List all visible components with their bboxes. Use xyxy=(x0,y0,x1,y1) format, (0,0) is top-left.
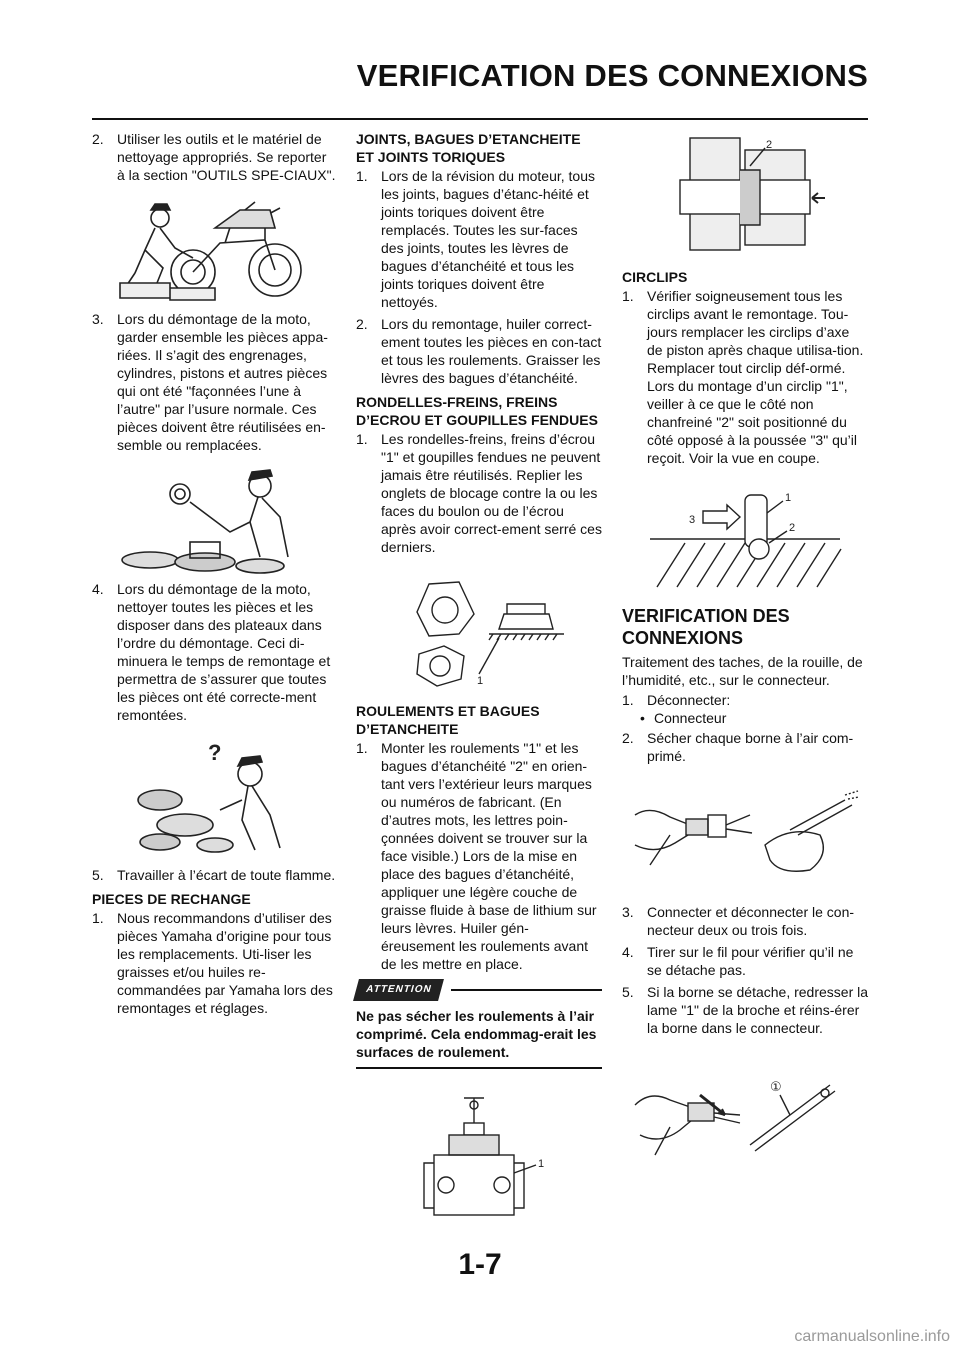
list-text: Déconnecter: xyxy=(647,692,731,708)
mechanic-motorcycle-illustration xyxy=(115,188,315,310)
circlip-section-figure xyxy=(645,487,845,591)
list-number: 3. xyxy=(622,904,634,920)
fig-pin-label: ① xyxy=(770,1080,782,1095)
column-2 xyxy=(356,130,602,1233)
fig-circlip-label-3: 3 xyxy=(689,514,696,526)
list-number: 1. xyxy=(622,288,634,304)
list-text: Utiliser les outils et le matériel de nettoyage appropriés. Se reporter à la section "OUTILS SPE-CIAUX". xyxy=(117,131,336,183)
heading-joints: JOINTS, BAGUES D’ETANCHEITE ET JOINTS TORIQUES xyxy=(356,131,581,165)
list-text: Lors de la révision du moteur, tous les joints, bagues d’étanc-héité et joints toriques doivent être remplacés. Toutes les sur-faces des joints, toutes les lèvres de bagues d’étanchéité et tous les joints toriques doivent être nettoyés. xyxy=(381,168,596,310)
list-item xyxy=(622,983,868,1037)
list-item xyxy=(92,866,338,884)
list-text: Vérifier soigneusement tous les circlips avant le remontage. Tou-jours remplacer les circlips d’axe de piston après chaque utilisa-tion. Remplacer tout circlip déf-ormé. Lors du montage d’un circlip "1", veiller à ce que le côté non chanfreiné "2" soit positionné du côté opposé à la poussée "3" qu’il reçoit. Voir la vue en coupe. xyxy=(647,288,864,466)
list-number: 1. xyxy=(92,910,104,926)
list-text: Tirer sur le fil pour vérifier qu’il ne se détache pas. xyxy=(647,944,854,978)
list-item xyxy=(356,739,602,973)
page-number: 1-7 xyxy=(458,1248,502,1281)
attention-box xyxy=(356,979,602,1069)
list-number: 1. xyxy=(356,740,368,756)
list-text: Lors du démontage de la moto, garder ensemble les pièces appa-riées. Il s’agit des engrenages, cylindres, pistons et autres pièces qui ont été "façonnées l’une à l’autre" par l’usure normale. Ces pièces doivent être réutilisées en-semble ou remplacées. xyxy=(117,311,328,453)
list-number: 2. xyxy=(356,316,368,332)
mechanic-parts-illustration xyxy=(110,462,320,580)
list-number: 1. xyxy=(622,692,634,708)
list-number: 4. xyxy=(622,944,634,960)
list-number: 1. xyxy=(356,168,368,184)
header-rule xyxy=(92,118,868,120)
attention-text: Ne pas sécher les roulements à l’air comprimé. Cela endommag-erait les surfaces de roulement. xyxy=(356,1001,602,1069)
page-title: VERIFICATION DES CONNEXIONS xyxy=(356,58,868,93)
bullet-text: Connecteur xyxy=(654,710,727,726)
list-item xyxy=(356,430,602,556)
list-item xyxy=(622,691,868,709)
list-text: Les rondelles-freins, freins d’écrou "1" et goupilles fendues ne peuvent jamais être réutilisés. Replier les onglets de blocage contre la ou les faces du boulon ou de l’écrou après avoir correct-ement serré ces derniers. xyxy=(381,431,602,555)
bullet-symbol: • xyxy=(640,710,645,726)
bullet-item xyxy=(622,709,868,727)
heading-rondelles: RONDELLES-FREINS, FREINS D’ECROU ET GOUPILLES FENDUES xyxy=(356,394,598,428)
list-number: 1. xyxy=(356,431,368,447)
attention-header xyxy=(356,979,602,1001)
fig-circlip-label-2: 2 xyxy=(789,522,796,534)
column-1 xyxy=(92,130,338,1021)
watermark: carmanualsonline.info xyxy=(794,1328,950,1345)
list-number: 4. xyxy=(92,581,104,597)
heading-pieces-rechange: PIECES DE RECHANGE xyxy=(92,891,251,907)
heading-roulements: ROULEMENTS ET BAGUES D’ETANCHEITE xyxy=(356,703,540,737)
list-number: 2. xyxy=(622,730,634,746)
list-item xyxy=(92,130,338,184)
attention-badge: ATTENTION xyxy=(353,979,444,1001)
list-text: Monter les roulements "1" et les bagues d’étanchéité "2" en orien-tant vers l’extérieur leurs marques ou numéros de fabricant. (En d’autres mots, les lettres poin-çonnées doivent se trouver sur la face visible.) Lors de la mise en place des bagues d’étanchéité, appliquer une légère couche de graisse fluide à base de lithium sur leurs lèvres. Huiler gén-éreusement les roulements avant de les mettre en place. xyxy=(381,740,597,972)
list-item xyxy=(92,909,338,1017)
list-number: 2. xyxy=(92,131,104,147)
connector-pin-figure xyxy=(630,1065,860,1161)
fig-bearing-label: 1 xyxy=(538,1158,545,1170)
connector-drying-figure xyxy=(630,785,860,885)
list-item xyxy=(356,167,602,311)
list-text: Si la borne se détache, redresser la lame "1" de la broche et réins-érer la borne dans le connecteur. xyxy=(647,984,869,1036)
list-item xyxy=(92,580,338,724)
list-item xyxy=(622,903,868,939)
fig-seal-label: 2 xyxy=(766,139,773,151)
bearing-press-figure xyxy=(404,1093,554,1233)
list-text: Lors du démontage de la moto, nettoyer toutes les pièces et les disposer dans des plateaux dans l’ordre du démontage. Ceci di-minuera le temps de remontage et permettra de s’assurer que toutes les pièces ont été correcte-ment remontées. xyxy=(117,581,331,723)
fig-circlip-label-1: 1 xyxy=(785,492,792,504)
list-text: Connecter et déconnecter le con-necteur deux ou trois fois. xyxy=(647,904,855,938)
confused-mechanic-illustration xyxy=(130,740,300,858)
list-number: 3. xyxy=(92,311,104,327)
list-item xyxy=(622,729,868,765)
list-number: 5. xyxy=(92,867,104,883)
oil-seal-figure xyxy=(650,130,840,262)
column-3 xyxy=(622,130,868,1161)
svg-text:?: ? xyxy=(208,740,222,765)
attention-rule xyxy=(451,989,602,991)
list-text: Sécher chaque borne à l’air com-primé. xyxy=(647,730,854,764)
heading-verification: VERIFICATION DES CONNEXIONS xyxy=(622,606,790,648)
intro-text: Traitement des taches, de la rouille, de l’humidité, etc., sur le connecteur. xyxy=(622,654,863,688)
list-text: Nous recommandons d’utiliser des pièces Yamaha d’origine pour tous les remplacements. Uti-liser les graisses et/ou huiles re-commandées par Yamaha lors des remontages et réglages. xyxy=(117,910,333,1016)
list-text: Travailler à l’écart de toute flamme. xyxy=(117,867,336,883)
fig-nut-label: 1 xyxy=(477,675,484,687)
lock-washer-figure xyxy=(389,574,569,692)
list-item xyxy=(356,315,602,387)
heading-circlips: CIRCLIPS xyxy=(622,269,688,285)
list-item xyxy=(622,943,868,979)
list-item xyxy=(92,310,338,454)
list-item xyxy=(622,287,868,467)
list-text: Lors du remontage, huiler correct-ement toutes les pièces en con-tact et tous les roulements. Graisser les lèvres des bagues d’étanchéité. xyxy=(381,316,602,386)
list-number: 5. xyxy=(622,984,634,1000)
